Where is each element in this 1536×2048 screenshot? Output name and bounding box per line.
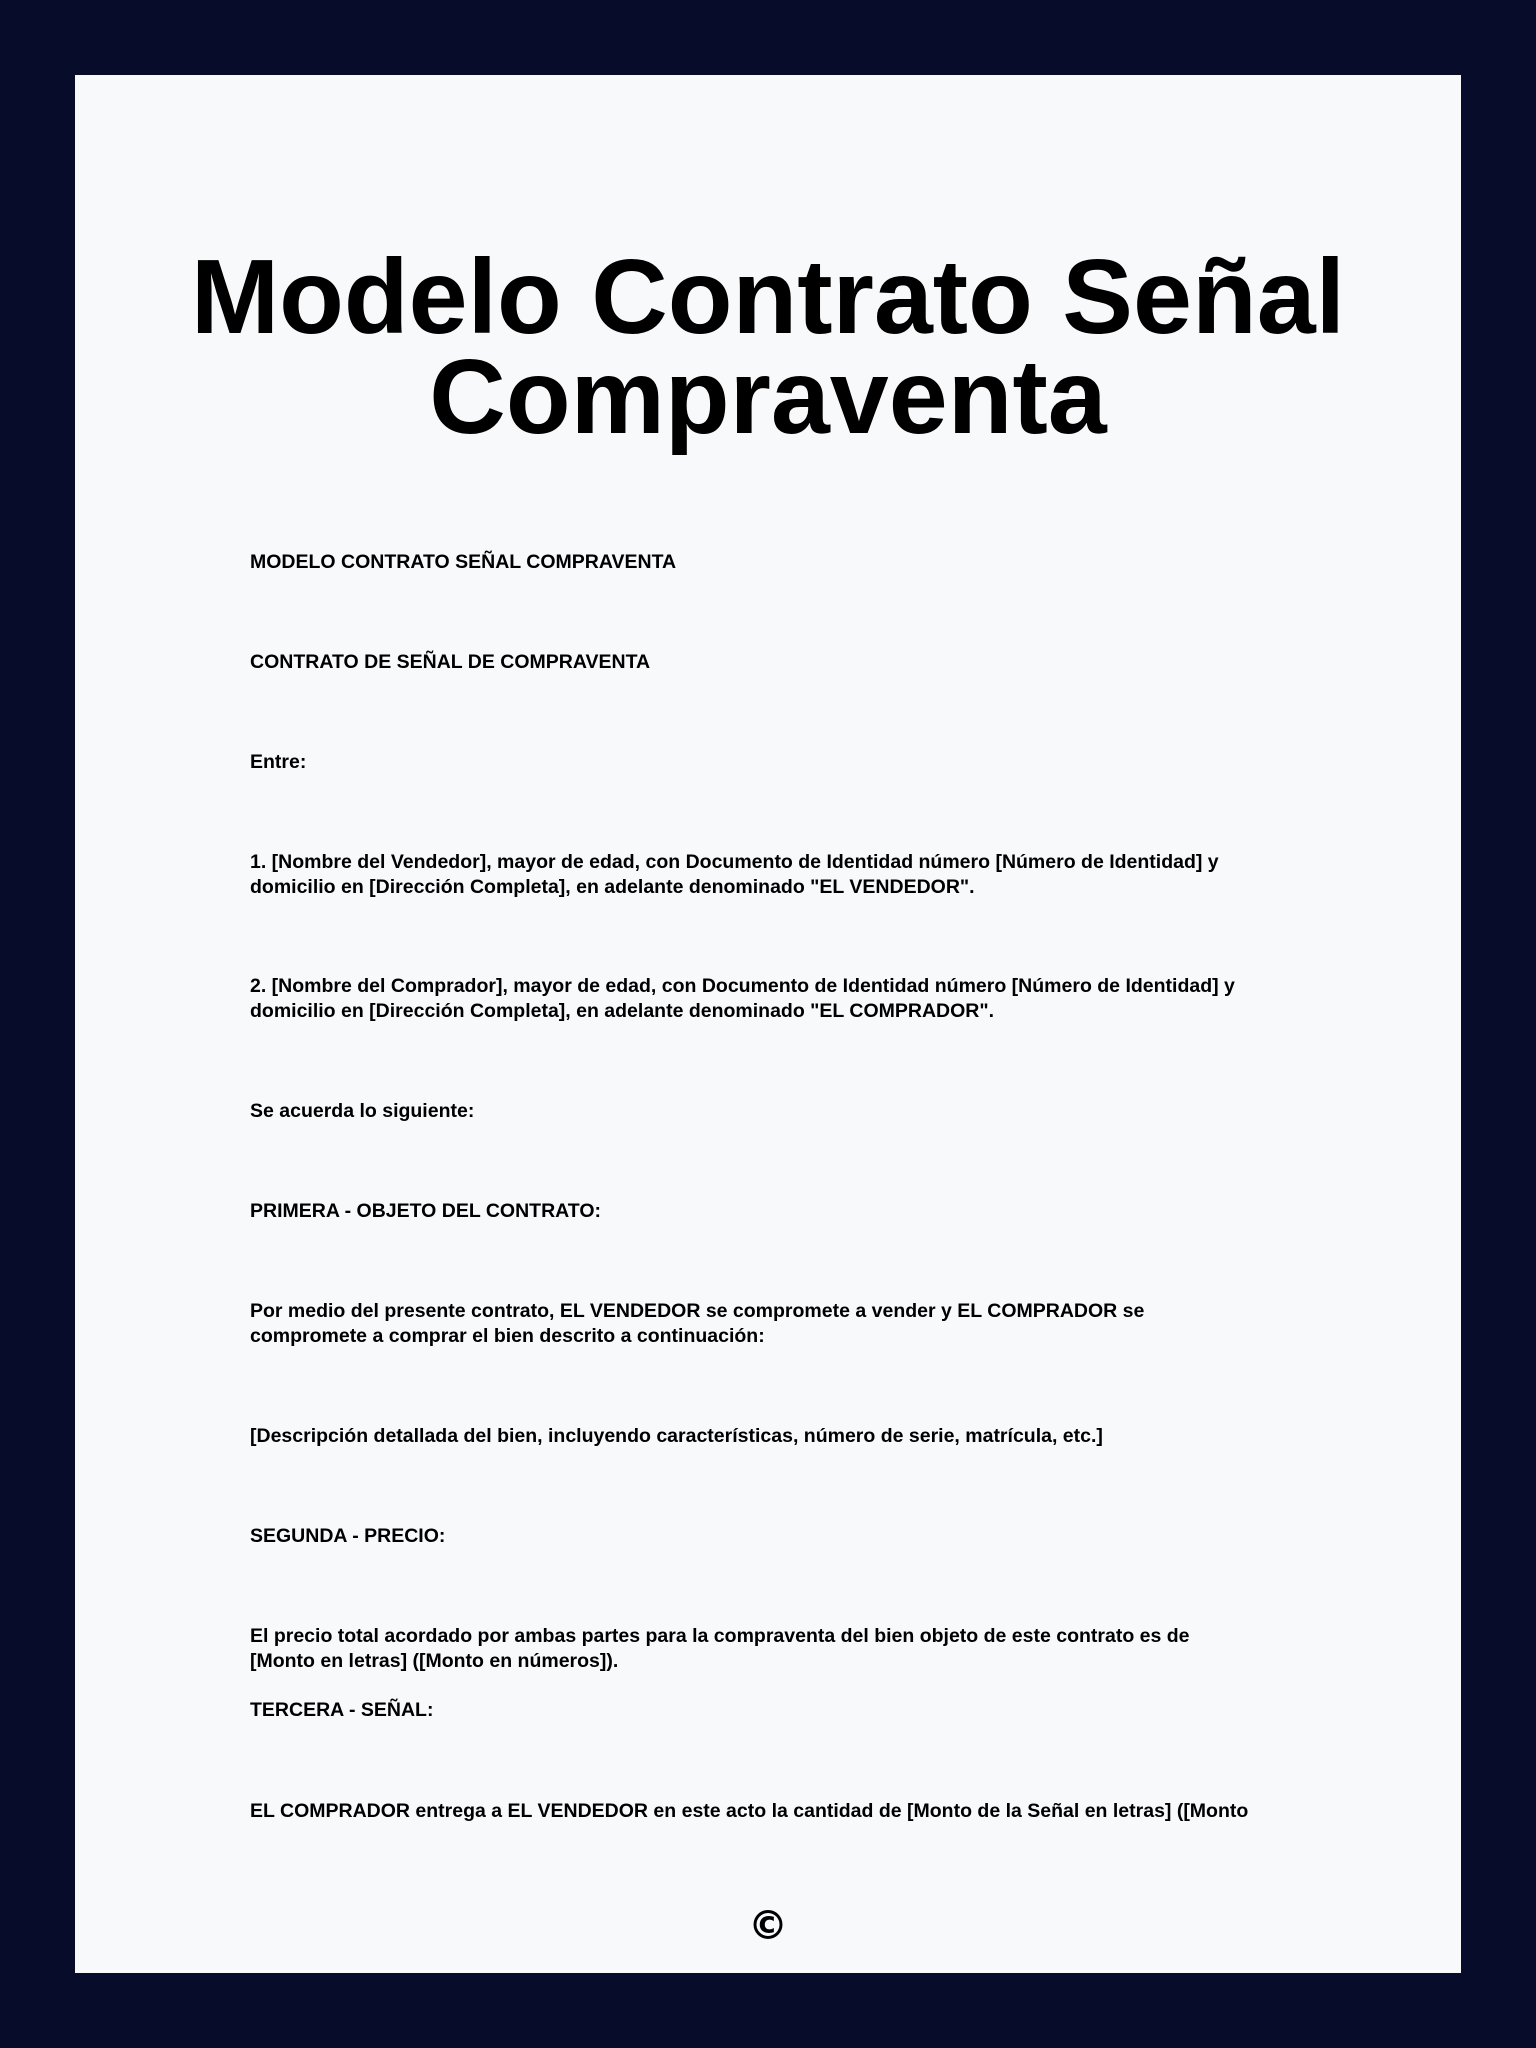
copyright-icon: © xyxy=(748,1903,788,1949)
section-first-heading: PRIMERA - OBJETO DEL CONTRATO: xyxy=(250,1200,602,1222)
buyer-clause: 2. [Nombre del Comprador], mayor de edad, con Documento de Identidad número [Número de Identidad] y domicilio en [Dirección Completa], en adelante denominado "EL COMPRADOR". xyxy=(250,975,1235,1022)
item-description: [Descripción detallada del bien, incluyendo características, número de serie, matrícula, etc.] xyxy=(250,1425,1103,1447)
section-second-body: El precio total acordado por ambas partes para la compraventa del bien objeto de este contrato es de [Monto en letras] ([Monto en números]). xyxy=(250,1625,1190,1672)
document-heading: MODELO CONTRATO SEÑAL COMPRAVENTA xyxy=(250,551,677,573)
agreement-intro: Se acuerda lo siguiente: xyxy=(250,1100,475,1122)
document-title-line-1: Modelo Contrato Señal xyxy=(190,238,1346,356)
section-third-body: EL COMPRADOR entrega a EL VENDEDOR en este acto la cantidad de [Monto de la Señal en letras] ([Monto xyxy=(250,1800,1249,1822)
document-title xyxy=(75,238,1461,456)
contract-subheading: CONTRATO DE SEÑAL DE COMPRAVENTA xyxy=(250,651,651,673)
section-second-heading: SEGUNDA - PRECIO: xyxy=(250,1525,446,1547)
section-first-body: Por medio del presente contrato, EL VENDEDOR se compromete a vender y EL COMPRADOR se compromete a comprar el bien descrito a continuación: xyxy=(250,1300,1145,1347)
seller-clause: 1. [Nombre del Vendedor], mayor de edad, con Documento de Identidad número [Número de Identidad] y domicilio en [Dirección Completa], en adelante denominado "EL VENDEDOR". xyxy=(250,851,1219,898)
document-page xyxy=(75,75,1461,1973)
document-title-line-2: Compraventa xyxy=(429,338,1107,456)
parties-intro: Entre: xyxy=(250,751,307,773)
section-third-heading: TERCERA - SEÑAL: xyxy=(250,1699,434,1721)
